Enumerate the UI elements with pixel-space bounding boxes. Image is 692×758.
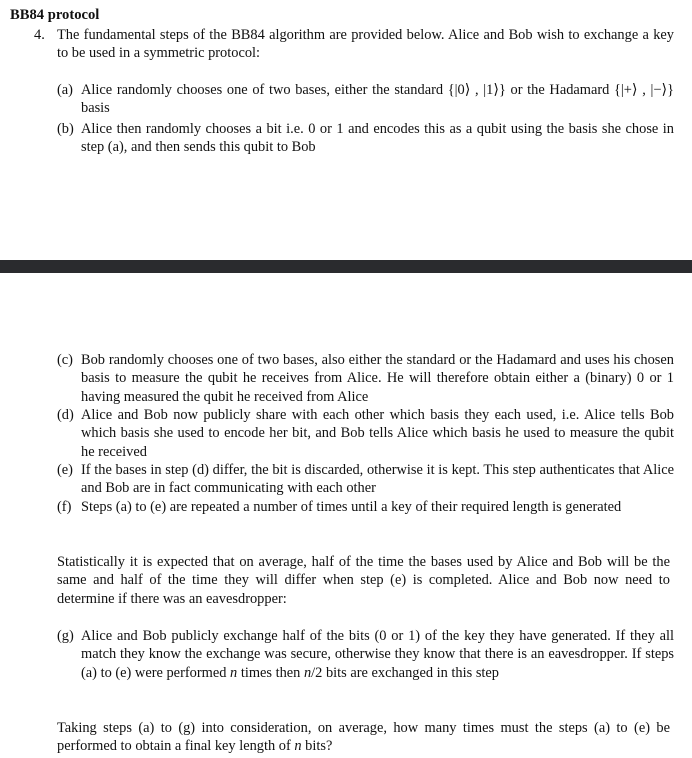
variable-n: n: [303, 664, 312, 681]
step-text: Steps (a) to (e) are repeated a number of times until a key of their required length is generated: [81, 499, 622, 515]
page-break-bar: [0, 260, 692, 273]
final-question-text-1: Taking steps (a) to (g) into consideration, on average, how many times must the steps (a) to (e) be performed to obtain a final key length of: [57, 720, 670, 755]
step-f: [57, 498, 674, 516]
step-c: [57, 351, 674, 406]
step-label: (d): [57, 407, 74, 423]
step-text: If the bases in step (d) differ, the bit is discarded, otherwise it is kept. This step authenticates that Alice and Bob are in fact communicating with each other: [81, 462, 674, 497]
step-label: (a): [57, 82, 73, 98]
step-text: Alice then randomly chooses a bit i.e. 0 or 1 and encodes this as a qubit using the basis she chose in step (a), and then sends this qubit to Bob: [81, 121, 674, 156]
statistics-paragraph: Statistically it is expected that on average, half of the time the bases used by Alice and Bob will be the same and half of the time they will differ when step (e) is completed. Alice and Bob now need to determine if there was an eavesdropper:: [57, 554, 670, 607]
question-intro: The fundamental steps of the BB84 algorithm are provided below. Alice and Bob wish to exchange a key to be used in a symmetric protocol:: [57, 27, 674, 62]
step-text: Alice randomly chooses one of two bases, either the standard {|0⟩ , |1⟩} or the Hadamard {|+⟩ , |−⟩} basis: [81, 82, 674, 117]
final-question-text-2: bits?: [301, 738, 333, 755]
step-label: (g): [57, 628, 74, 644]
step-b: [57, 120, 674, 157]
step-g: [57, 627, 674, 682]
variable-n: n: [230, 664, 238, 681]
final-question: [57, 719, 670, 756]
step-a: [57, 81, 674, 118]
step-g-text-3: /2 bits are exchanged in this step: [311, 664, 500, 681]
step-text: [81, 627, 674, 682]
step-g-text-2: times then: [237, 664, 304, 681]
step-d: [57, 406, 674, 461]
question-number: 4.: [34, 27, 45, 43]
step-label: (c): [57, 352, 73, 368]
variable-n: n: [294, 738, 302, 755]
section-heading: BB84 protocol: [10, 7, 100, 23]
step-label: (e): [57, 462, 73, 478]
step-label: (f): [57, 499, 72, 515]
step-g-text-1: Alice and Bob publicly exchange half of the bits (0 or 1) of the key they have generated. If they all match they know the exchange was secure, otherwise they know that there is an eavesdropper. If steps (a) to (e) were performed: [81, 628, 674, 681]
step-label: (b): [57, 121, 74, 137]
step-text: Alice and Bob now publicly share with each other which basis they each used, i.e. Alice tells Bob which basis she used to encode her bit, and Bob tells Alice which basis he used to measure the qubit he received: [81, 407, 674, 460]
step-e: [57, 461, 674, 498]
step-text: Bob randomly chooses one of two bases, also either the standard or the Hadamard and uses his chosen basis to measure the qubit he receives from Alice. He will therefore obtain either a (binary) 0 or 1 having measured the qubit he received from Alice: [81, 352, 674, 405]
